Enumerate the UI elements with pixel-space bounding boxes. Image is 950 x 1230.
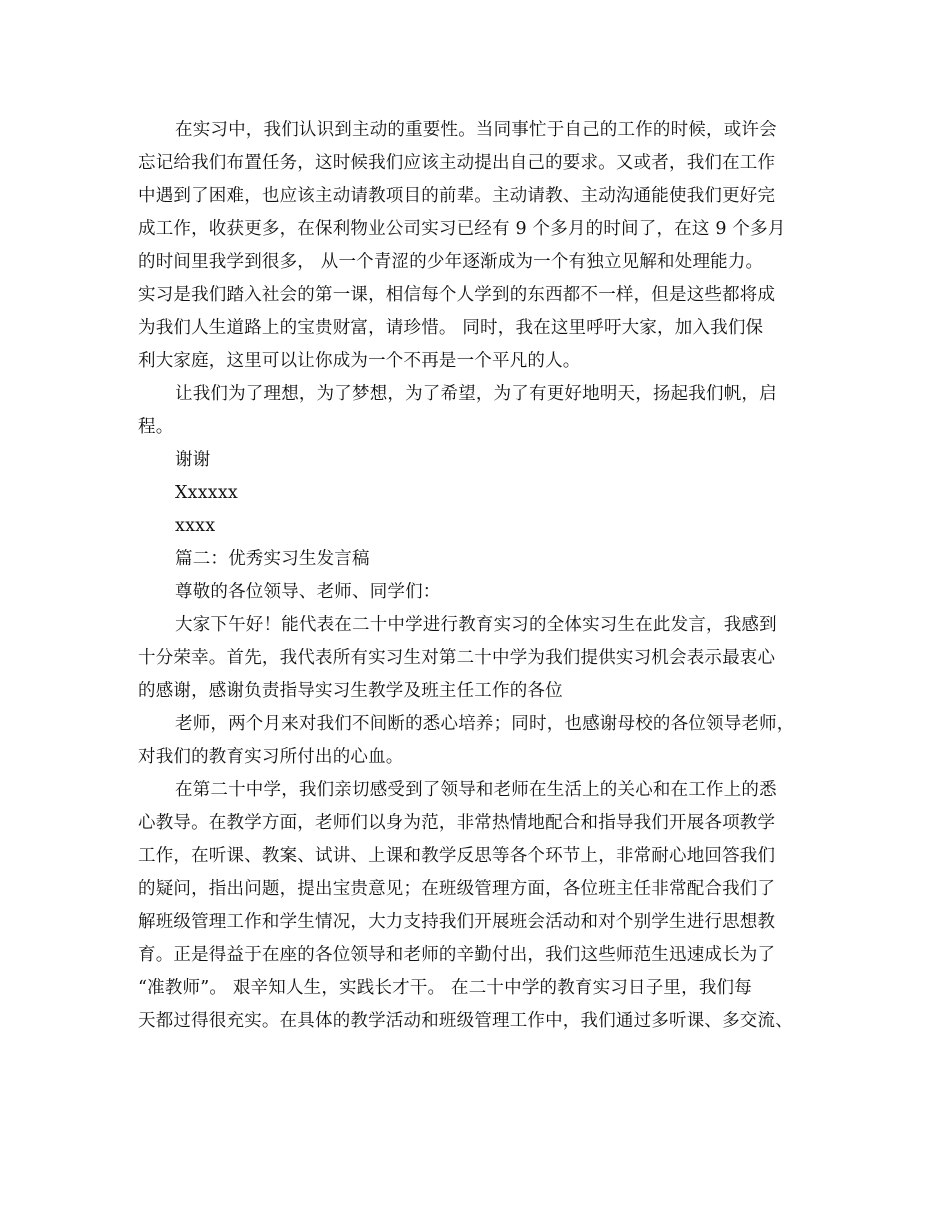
salutation: 尊敬的各位领导、老师、同学们：	[175, 582, 441, 602]
paragraph-line: 中遇到了困难，也应该主动请教项目的前辈。主动请教、主动沟通能使我们更好完	[138, 186, 776, 206]
paragraph-line: 为我们人生道路上的宝贵财富，请珍惜。 同时，我在这里呼吁大家，加入我们保	[138, 318, 764, 338]
signature-date: xxxx	[175, 516, 216, 536]
paragraph-line: 的时间里我学到很多， 从一个青涩的少年逐渐成为一个有独立见解和处理能力。	[138, 252, 764, 272]
section-heading: 篇二：优秀实习生发言稿	[175, 549, 370, 569]
paragraph-line: 工作，在听课、教案、试讲、上课和教学反思等各个环节上，非常耐心地回答我们	[138, 846, 776, 866]
paragraph-line: 让我们为了理想，为了梦想，为了希望，为了有更好地明天，扬起我们帆，启	[175, 384, 777, 404]
paragraph-line: 大家下午好！能代表在二十中学进行教育实习的全体实习生在此发言，我感到	[175, 615, 777, 635]
paragraph-line: 忘记给我们布置任务，这时候我们应该主动提出自己的要求。又或者，我们在工作	[138, 153, 776, 173]
paragraph-line: 的疑问，指出问题，提出宝贵意见；在班级管理方面，各位班主任非常配合我们了	[138, 879, 776, 899]
paragraph-line: 在实习中，我们认识到主动的重要性。当同事忙于自己的工作的时候，或许会	[175, 120, 777, 140]
closing-thanks: 谢谢	[175, 450, 211, 470]
paragraph-line: 天都过得很充实。在具体的教学活动和班级管理工作中，我们通过多听课、多交流、	[138, 1011, 793, 1031]
paragraph-line: 育。正是得益于在座的各位领导和老师的辛勤付出，我们这些师范生迅速成长为了	[138, 945, 776, 965]
paragraph-line: 程。	[138, 417, 174, 437]
paragraph-line: 心教导。在教学方面，老师们以身为范，非常热情地配合和指导我们开展各项教学	[138, 813, 776, 833]
paragraph-line: 对我们的教育实习所付出的心血。	[138, 747, 404, 767]
paragraph-line: 在第二十中学，我们亲切感受到了领导和老师在生活上的关心和在工作上的悉	[175, 780, 777, 800]
paragraph-line: 十分荣幸。首先，我代表所有实习生对第二十中学为我们提供实习机会表示最衷心	[138, 648, 776, 668]
paragraph-line: 利大家庭，这里可以让你成为一个不再是一个平凡的人。	[138, 351, 581, 371]
paragraph-line: “准教师”。 艰辛知人生，实践长才干。 在二十中学的教育实习日子里，我们每	[138, 978, 752, 998]
paragraph-line: 解班级管理工作和学生情况，大力支持我们开展班会活动和对个别学生进行思想教	[138, 912, 776, 932]
paragraph-line: 的感谢，感谢负责指导实习生教学及班主任工作的各位	[138, 681, 563, 701]
paragraph-line: 实习是我们踏入社会的第一课，相信每个人学到的东西都不一样，但是这些都将成	[138, 285, 776, 305]
signature-name: Xxxxxx	[175, 483, 239, 503]
paragraph-line: 成工作，收获更多，在保利物业公司实习已经有 9 个多月的时间了，在这 9 个多月	[138, 219, 786, 239]
paragraph-line: 老师，两个月来对我们不间断的悉心培养；同时，也感谢母校的各位领导老师，	[175, 714, 795, 734]
